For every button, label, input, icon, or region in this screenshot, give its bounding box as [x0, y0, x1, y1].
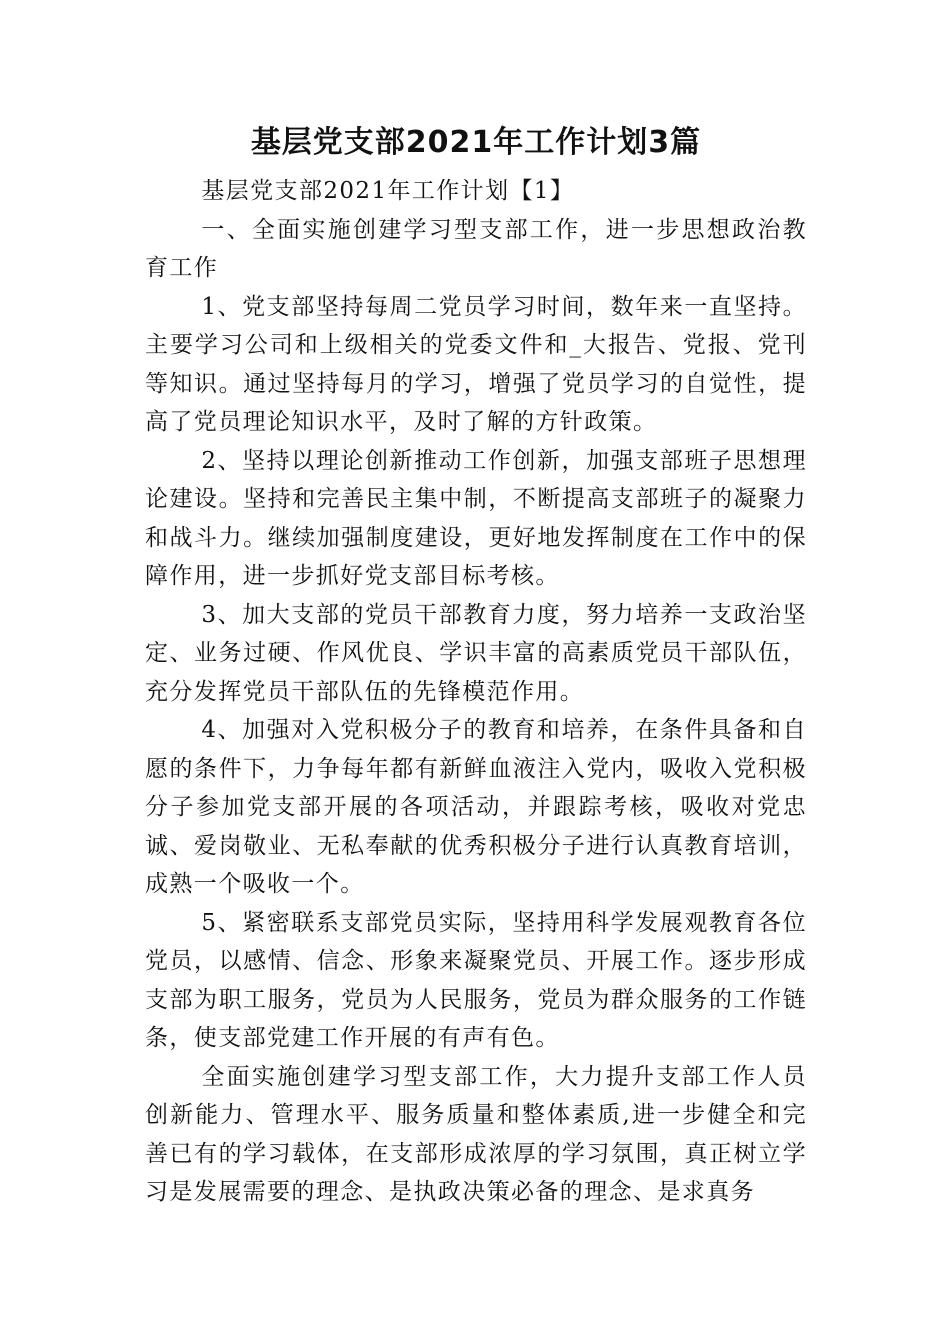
paragraph-item-5: 5、紧密联系支部党员实际，坚持用科学发展观教育各位党员，以感情、信念、形象来凝聚党员、开展工作。逐步形成支部为职工服务，党员为人民服务，党员为群众服务的工作链条，使支部党建工作开展的有声有色。: [145, 909, 807, 1051]
paragraph-section-intro: 一、全面实施创建学习型支部工作，进一步思想政治教育工作: [145, 216, 807, 281]
document-title: 基层党支部2021年工作计划3篇: [250, 125, 702, 160]
section-heading: 基层党支部2021年工作计划【1】: [201, 178, 575, 204]
paragraph-item-1: 1、党支部坚持每周二党员学习时间，数年来一直坚持。主要学习公司和上级相关的党委文件和_大报告、党报、党刊等知识。通过坚持每月的学习，增强了党员学习的自觉性，提高了党员理论知识水平，及时了解的方针政策。: [145, 293, 807, 435]
paragraph-item-2: 2、坚持以理论创新推动工作创新，加强支部班子思想理论建设。坚持和完善民主集中制，不断提高支部班子的凝聚力和战斗力。继续加强制度建设，更好地发挥制度在工作中的保障作用，进一步抓好党支部目标考核。: [145, 447, 807, 589]
paragraph-item-4: 4、加强对入党积极分子的教育和培养，在条件具备和自愿的条件下，力争每年都有新鲜血液注入党内，吸收入党积极分子参加党支部开展的各项活动，并跟踪考核，吸收对党忠诚、爱岗敬业、无私奉献的优秀积极分子进行认真教育培训，成熟一个吸收一个。: [145, 717, 807, 897]
paragraph-item-3: 3、加大支部的党员干部教育力度，努力培养一支政治坚定、业务过硬、作风优良、学识丰富的高素质党员干部队伍，充分发挥党员干部队伍的先锋模范作用。: [145, 601, 807, 705]
document-content: [145, 118, 807, 1212]
paragraph-summary: 全面实施创建学习型支部工作，大力提升支部工作人员创新能力、管理水平、服务质量和整体素质,进一步健全和完善已有的学习载体，在支部形成浓厚的学习氛围，真正树立学习是发展需要的理念、是执政决策必备的理念、是求真务: [145, 1063, 807, 1205]
